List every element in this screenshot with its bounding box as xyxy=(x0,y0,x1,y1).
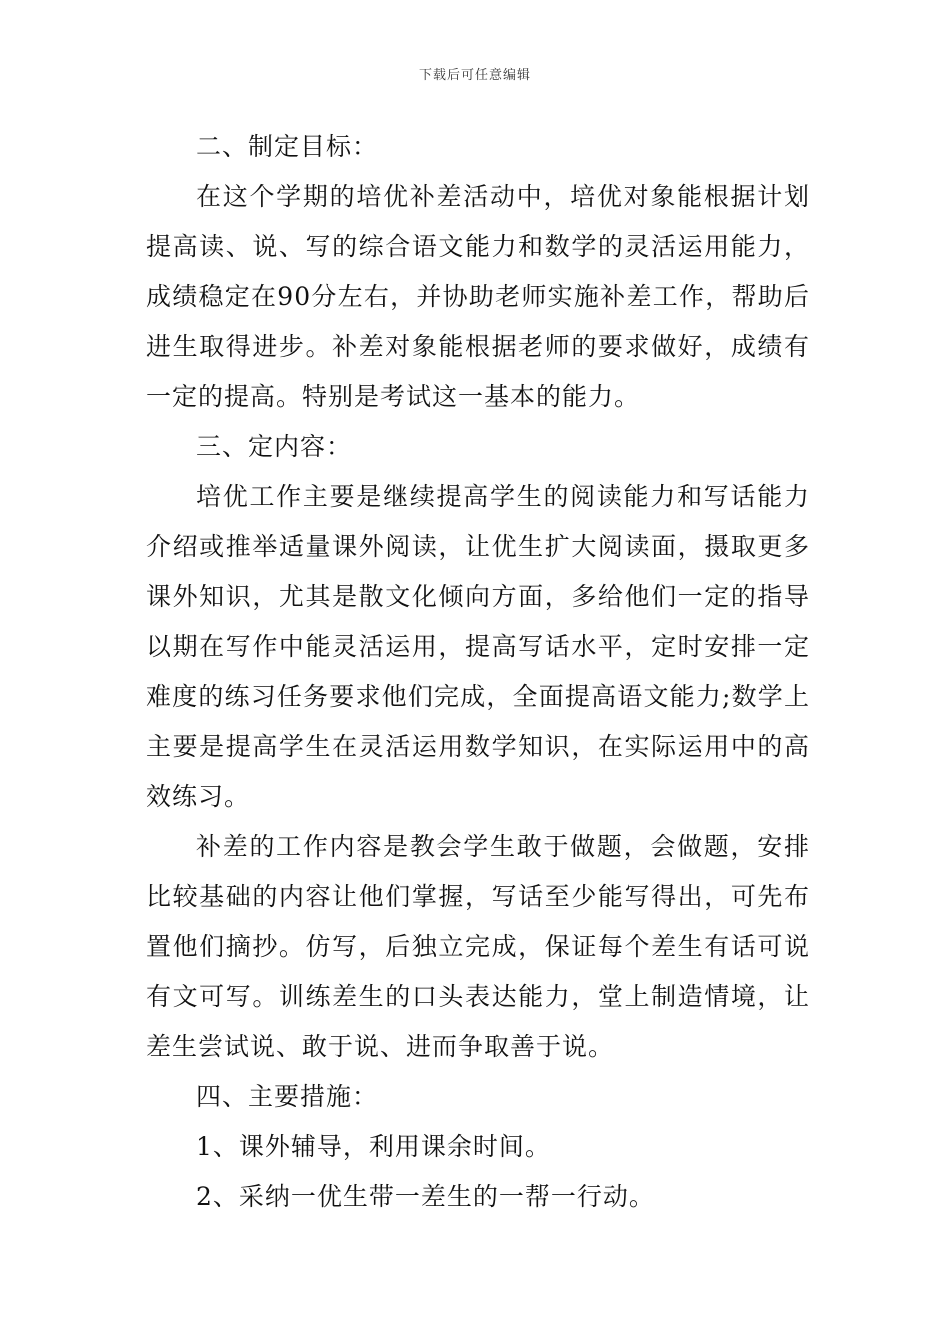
paragraph-goals: 在这个学期的培优补差活动中，培优对象能根据计划提高读、说、写的综合语文能力和数学的灵活运用能力，成绩稳定在90分左右，并协助老师实施补差工作，帮助后进生取得进步。补差对象能根据老师的要求做好，成绩有一定的提高。特别是考试这一基本的能力。 xyxy=(146,182,810,411)
section-heading-goals: 二、制定目标： xyxy=(196,132,379,161)
section-heading-measures: 四、主要措施： xyxy=(196,1082,379,1111)
measure-item-1: 1、课外辅导，利用课余时间。 xyxy=(196,1132,551,1161)
document-body xyxy=(146,122,810,1222)
paragraph-advanced-work: 培优工作主要是继续提高学生的阅读能力和写话能力介绍或推举适量课外阅读，让优生扩大阅读面，摄取更多课外知识，尤其是散文化倾向方面，多给他们一定的指导以期在写作中能灵活运用，提高写话水平，定时安排一定难度的练习任务要求他们完成，全面提高语文能力;数学上主要是提高学生在灵活运用数学知识，在实际运用中的高效练习。 xyxy=(146,482,810,811)
measure-item-2: 2、采纳一优生带一差生的一帮一行动。 xyxy=(196,1182,655,1211)
section-heading-content: 三、定内容： xyxy=(196,432,353,461)
header-note: 下载后可任意编辑 xyxy=(418,68,531,83)
paragraph-remedial-work: 补差的工作内容是教会学生敢于做题，会做题，安排比较基础的内容让他们掌握，写话至少能写得出，可先布置他们摘抄。仿写，后独立完成，保证每个差生有话可说有文可写。训练差生的口头表达能力，堂上制造情境，让差生尝试说、敢于说、进而争取善于说。 xyxy=(146,832,810,1061)
